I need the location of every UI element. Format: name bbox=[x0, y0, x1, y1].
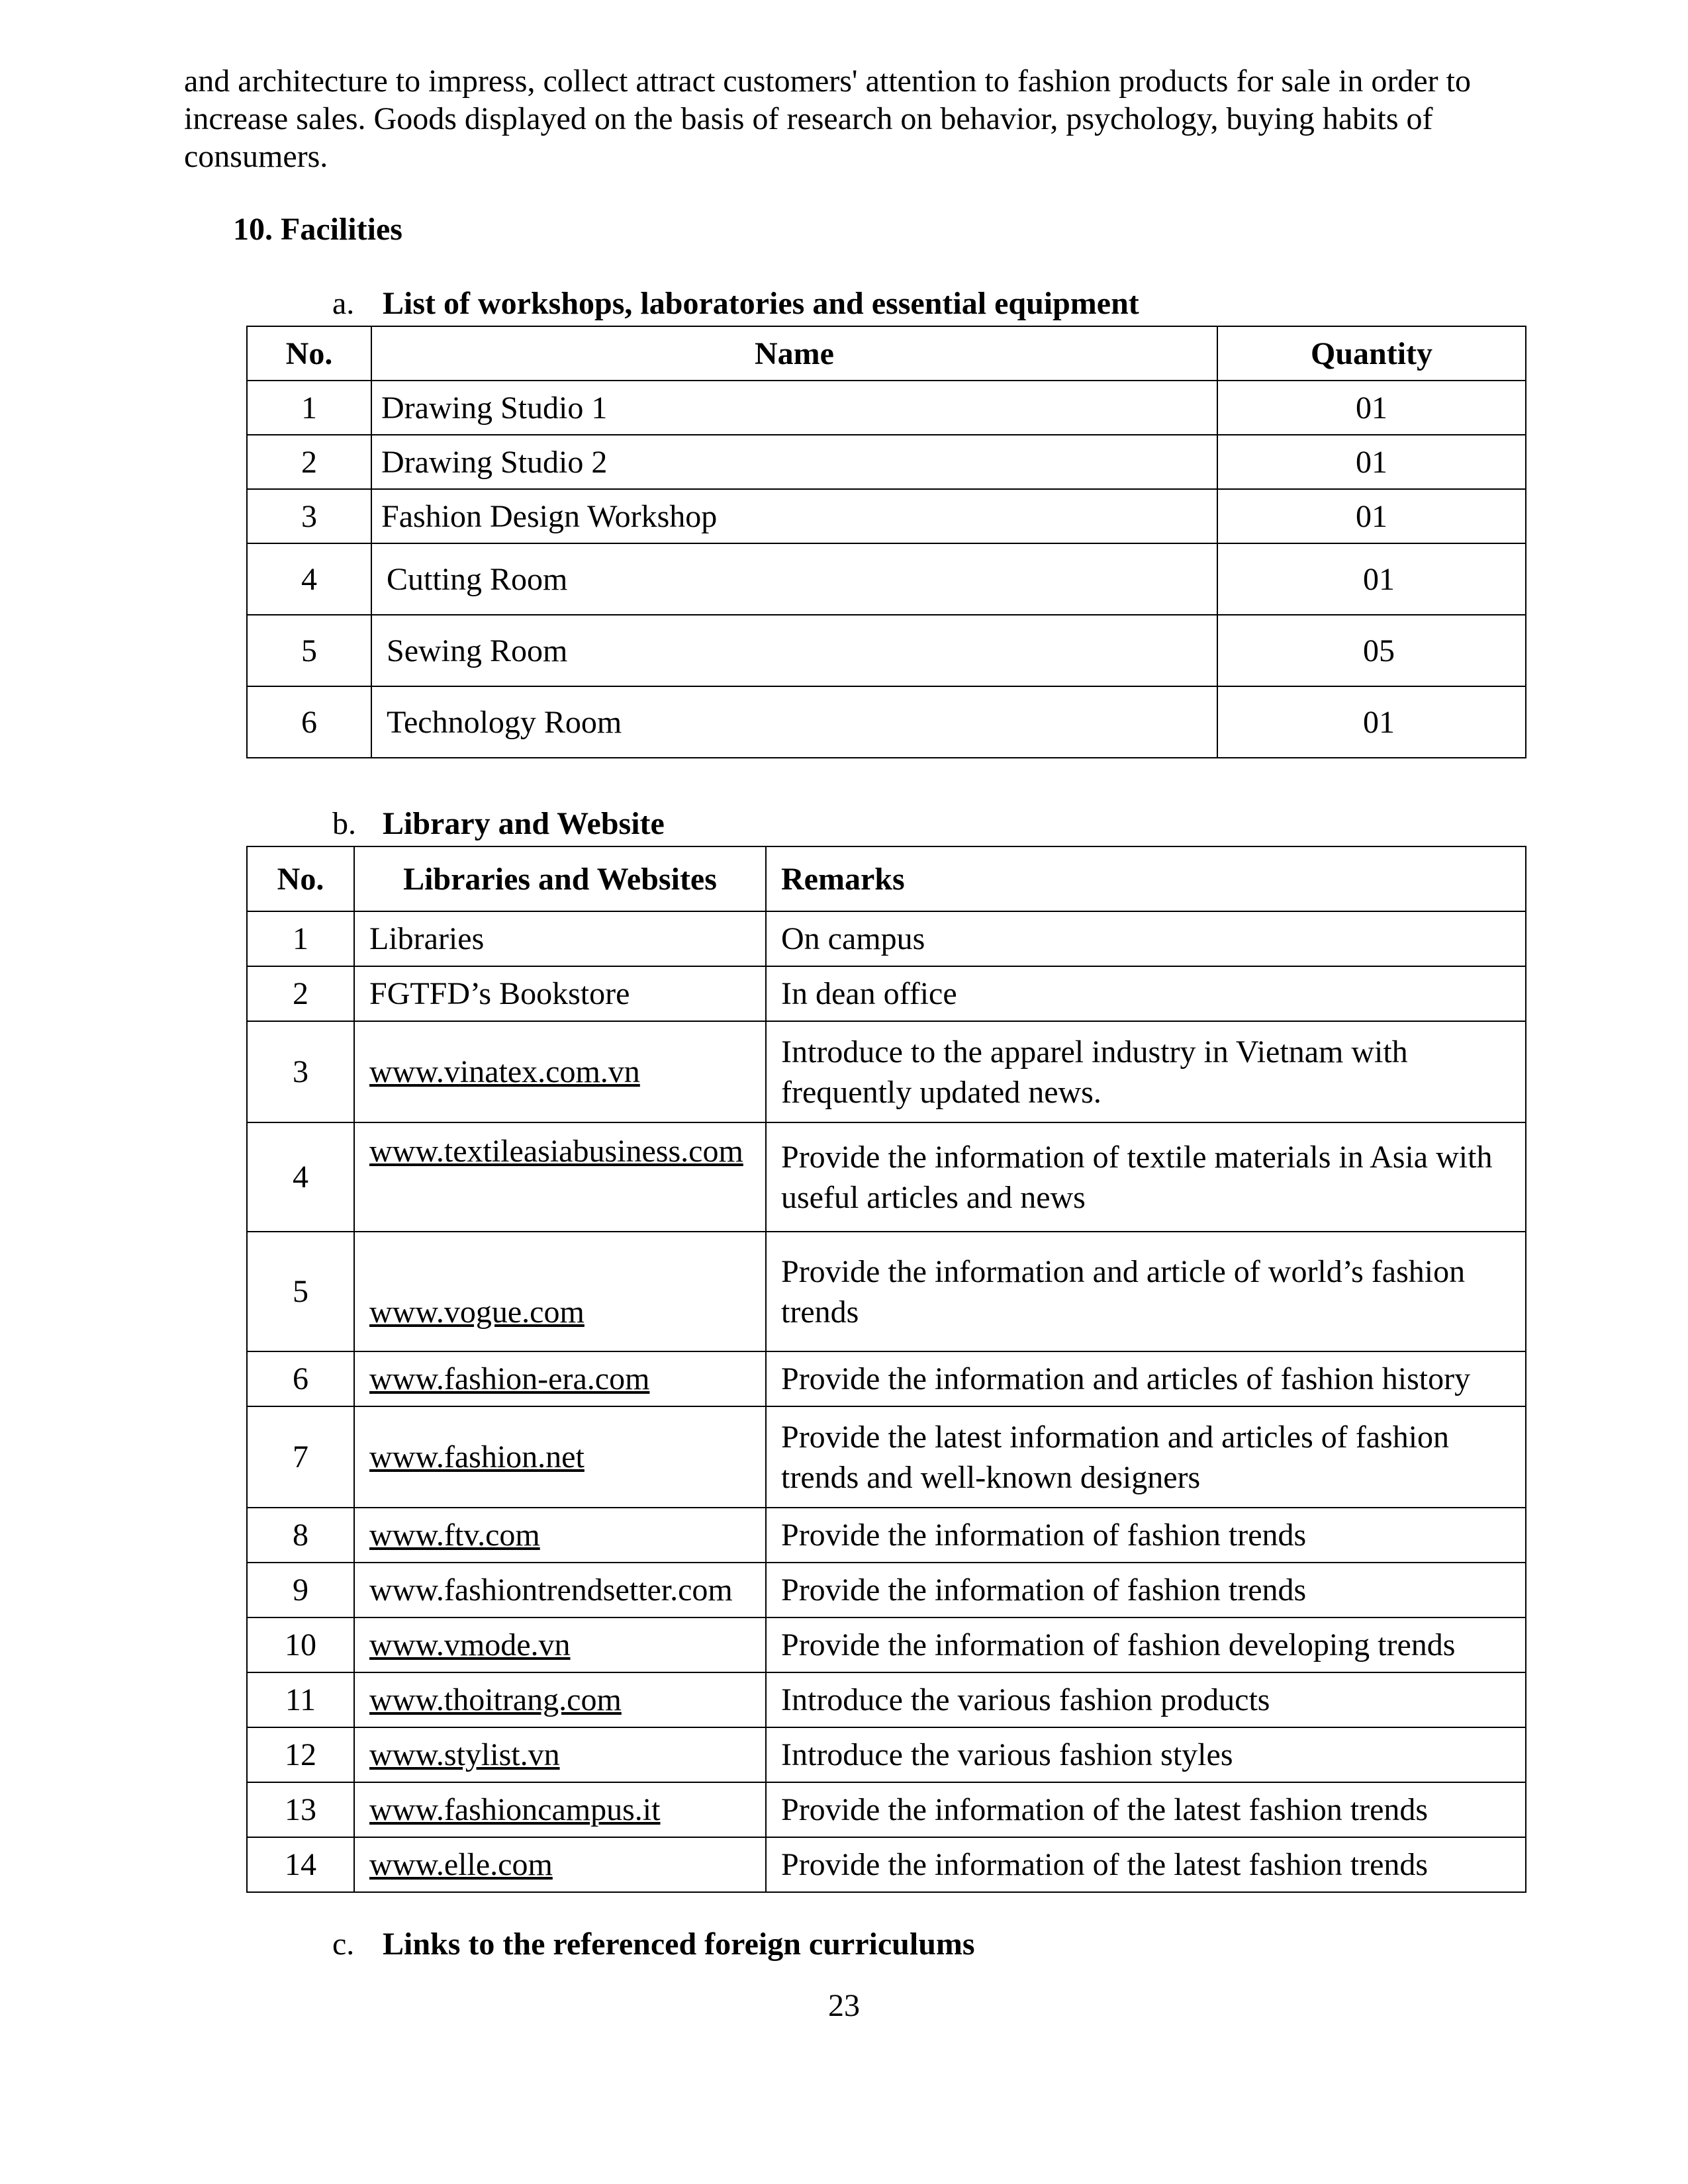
row-site bbox=[354, 1837, 766, 1892]
row-no: 10 bbox=[247, 1617, 354, 1672]
table-row bbox=[247, 686, 1526, 758]
row-remarks: Introduce the various fashion styles bbox=[766, 1727, 1526, 1782]
table-row bbox=[247, 435, 1526, 489]
row-no: 3 bbox=[247, 489, 371, 543]
subsection-letter: b. bbox=[332, 806, 356, 841]
row-quantity: 01 bbox=[1217, 489, 1526, 543]
row-no: 4 bbox=[247, 543, 371, 615]
row-remarks: Provide the information and articles of fashion history bbox=[766, 1351, 1526, 1406]
subsection-title: Library and Website bbox=[383, 806, 665, 841]
row-remarks: Provide the information of the latest fashion trends bbox=[766, 1782, 1526, 1837]
row-no: 2 bbox=[247, 966, 354, 1021]
table-row bbox=[247, 1021, 1526, 1122]
row-quantity: 01 bbox=[1217, 686, 1526, 758]
website-link[interactable]: www.vogue.com bbox=[369, 1295, 585, 1330]
website-link[interactable]: www.stylist.vn bbox=[369, 1737, 560, 1772]
row-no: 6 bbox=[247, 1351, 354, 1406]
row-no: 1 bbox=[247, 911, 354, 966]
table-row bbox=[247, 543, 1526, 615]
row-remarks: In dean office bbox=[766, 966, 1526, 1021]
table-row bbox=[247, 1837, 1526, 1892]
table-row bbox=[247, 1782, 1526, 1837]
header-quantity: Quantity bbox=[1217, 326, 1526, 381]
row-quantity: 05 bbox=[1217, 615, 1526, 686]
header-no: No. bbox=[247, 326, 371, 381]
table-row bbox=[247, 489, 1526, 543]
row-site bbox=[354, 1782, 766, 1837]
workshops-table bbox=[246, 326, 1526, 758]
row-no: 1 bbox=[247, 381, 371, 435]
row-remarks: On campus bbox=[766, 911, 1526, 966]
row-remarks: Provide the information of fashion developing trends bbox=[766, 1617, 1526, 1672]
section-heading: 10. Facilities bbox=[233, 212, 402, 247]
row-no: 11 bbox=[247, 1672, 354, 1727]
table-row bbox=[247, 1617, 1526, 1672]
table-row bbox=[247, 966, 1526, 1021]
intro-paragraph: and architecture to impress, collect attract customers' attention to fashion products for sale in order to increase sales. Goods displayed on the basis of research on behavior, psychology, buying habits of consumers. bbox=[184, 64, 1471, 174]
subsection-letter: c. bbox=[332, 1927, 355, 1962]
website-link[interactable]: www.fashion-era.com bbox=[369, 1361, 650, 1396]
row-no: 7 bbox=[247, 1406, 354, 1508]
subsection-title: Links to the referenced foreign curriculums bbox=[383, 1927, 975, 1962]
website-link[interactable]: www.textileasiabusiness.com bbox=[369, 1134, 743, 1169]
row-no: 5 bbox=[247, 1232, 354, 1351]
table-row bbox=[247, 615, 1526, 686]
website-link[interactable]: www.thoitrang.com bbox=[369, 1682, 622, 1717]
row-no: 4 bbox=[247, 1122, 354, 1232]
row-remarks: Provide the latest information and articles of fashion trends and well-known designers bbox=[766, 1406, 1526, 1508]
subsection-title: List of workshops, laboratories and essential equipment bbox=[383, 286, 1139, 321]
row-quantity: 01 bbox=[1217, 435, 1526, 489]
library-website-table bbox=[246, 846, 1526, 1893]
row-site bbox=[354, 1672, 766, 1727]
row-site: Libraries bbox=[354, 911, 766, 966]
row-name: Drawing Studio 1 bbox=[371, 381, 1217, 435]
website-link[interactable]: www.fashioncampus.it bbox=[369, 1792, 661, 1827]
table-row bbox=[247, 1406, 1526, 1508]
website-link[interactable]: www.elle.com bbox=[369, 1847, 553, 1882]
row-name: Cutting Room bbox=[371, 543, 1217, 615]
table-row bbox=[247, 1508, 1526, 1563]
row-quantity: 01 bbox=[1217, 543, 1526, 615]
website-link[interactable]: www.vinatex.com.vn bbox=[369, 1054, 640, 1089]
table-row bbox=[247, 1232, 1526, 1351]
row-site bbox=[354, 1617, 766, 1672]
subsection-heading-b bbox=[332, 805, 665, 842]
row-no: 2 bbox=[247, 435, 371, 489]
row-no: 5 bbox=[247, 615, 371, 686]
row-site: www.fashiontrendsetter.com bbox=[354, 1563, 766, 1617]
header-name: Name bbox=[371, 326, 1217, 381]
row-site bbox=[354, 1021, 766, 1122]
table-row bbox=[247, 1727, 1526, 1782]
website-link[interactable]: www.vmode.vn bbox=[369, 1627, 571, 1662]
table-row bbox=[247, 1351, 1526, 1406]
row-quantity: 01 bbox=[1217, 381, 1526, 435]
table-row bbox=[247, 1122, 1526, 1232]
row-site bbox=[354, 1232, 766, 1351]
subsection-heading-a bbox=[332, 285, 1139, 322]
table-row bbox=[247, 1563, 1526, 1617]
header-remarks: Remarks bbox=[766, 846, 1526, 911]
row-remarks: Provide the information of fashion trends bbox=[766, 1508, 1526, 1563]
row-no: 8 bbox=[247, 1508, 354, 1563]
row-site: FGTFD’s Bookstore bbox=[354, 966, 766, 1021]
row-site bbox=[354, 1508, 766, 1563]
table-header-row bbox=[247, 326, 1526, 381]
row-no: 13 bbox=[247, 1782, 354, 1837]
header-libraries-websites: Libraries and Websites bbox=[354, 846, 766, 911]
row-site bbox=[354, 1351, 766, 1406]
website-link[interactable]: www.ftv.com bbox=[369, 1518, 540, 1553]
table-row bbox=[247, 381, 1526, 435]
row-remarks: Introduce to the apparel industry in Vietnam with frequently updated news. bbox=[766, 1021, 1526, 1122]
row-no: 3 bbox=[247, 1021, 354, 1122]
row-no: 9 bbox=[247, 1563, 354, 1617]
table-row bbox=[247, 1672, 1526, 1727]
table-header-row bbox=[247, 846, 1526, 911]
row-remarks: Provide the information and article of world’s fashion trends bbox=[766, 1232, 1526, 1351]
row-site bbox=[354, 1727, 766, 1782]
row-remarks: Provide the information of fashion trends bbox=[766, 1563, 1526, 1617]
row-name: Fashion Design Workshop bbox=[371, 489, 1217, 543]
row-no: 6 bbox=[247, 686, 371, 758]
subsection-letter: a. bbox=[332, 286, 355, 321]
row-name: Sewing Room bbox=[371, 615, 1217, 686]
row-remarks: Provide the information of the latest fashion trends bbox=[766, 1837, 1526, 1892]
row-site bbox=[354, 1122, 766, 1232]
website-link[interactable]: www.fashion.net bbox=[369, 1439, 585, 1475]
row-site bbox=[354, 1406, 766, 1508]
page-number: 23 bbox=[828, 1988, 860, 2023]
row-no: 12 bbox=[247, 1727, 354, 1782]
row-remarks: Introduce the various fashion products bbox=[766, 1672, 1526, 1727]
row-name: Drawing Studio 2 bbox=[371, 435, 1217, 489]
row-remarks: Provide the information of textile materials in Asia with useful articles and news bbox=[766, 1122, 1526, 1232]
header-no: No. bbox=[247, 846, 354, 911]
table-row bbox=[247, 911, 1526, 966]
row-name: Technology Room bbox=[371, 686, 1217, 758]
row-no: 14 bbox=[247, 1837, 354, 1892]
subsection-heading-c bbox=[332, 1925, 975, 1963]
